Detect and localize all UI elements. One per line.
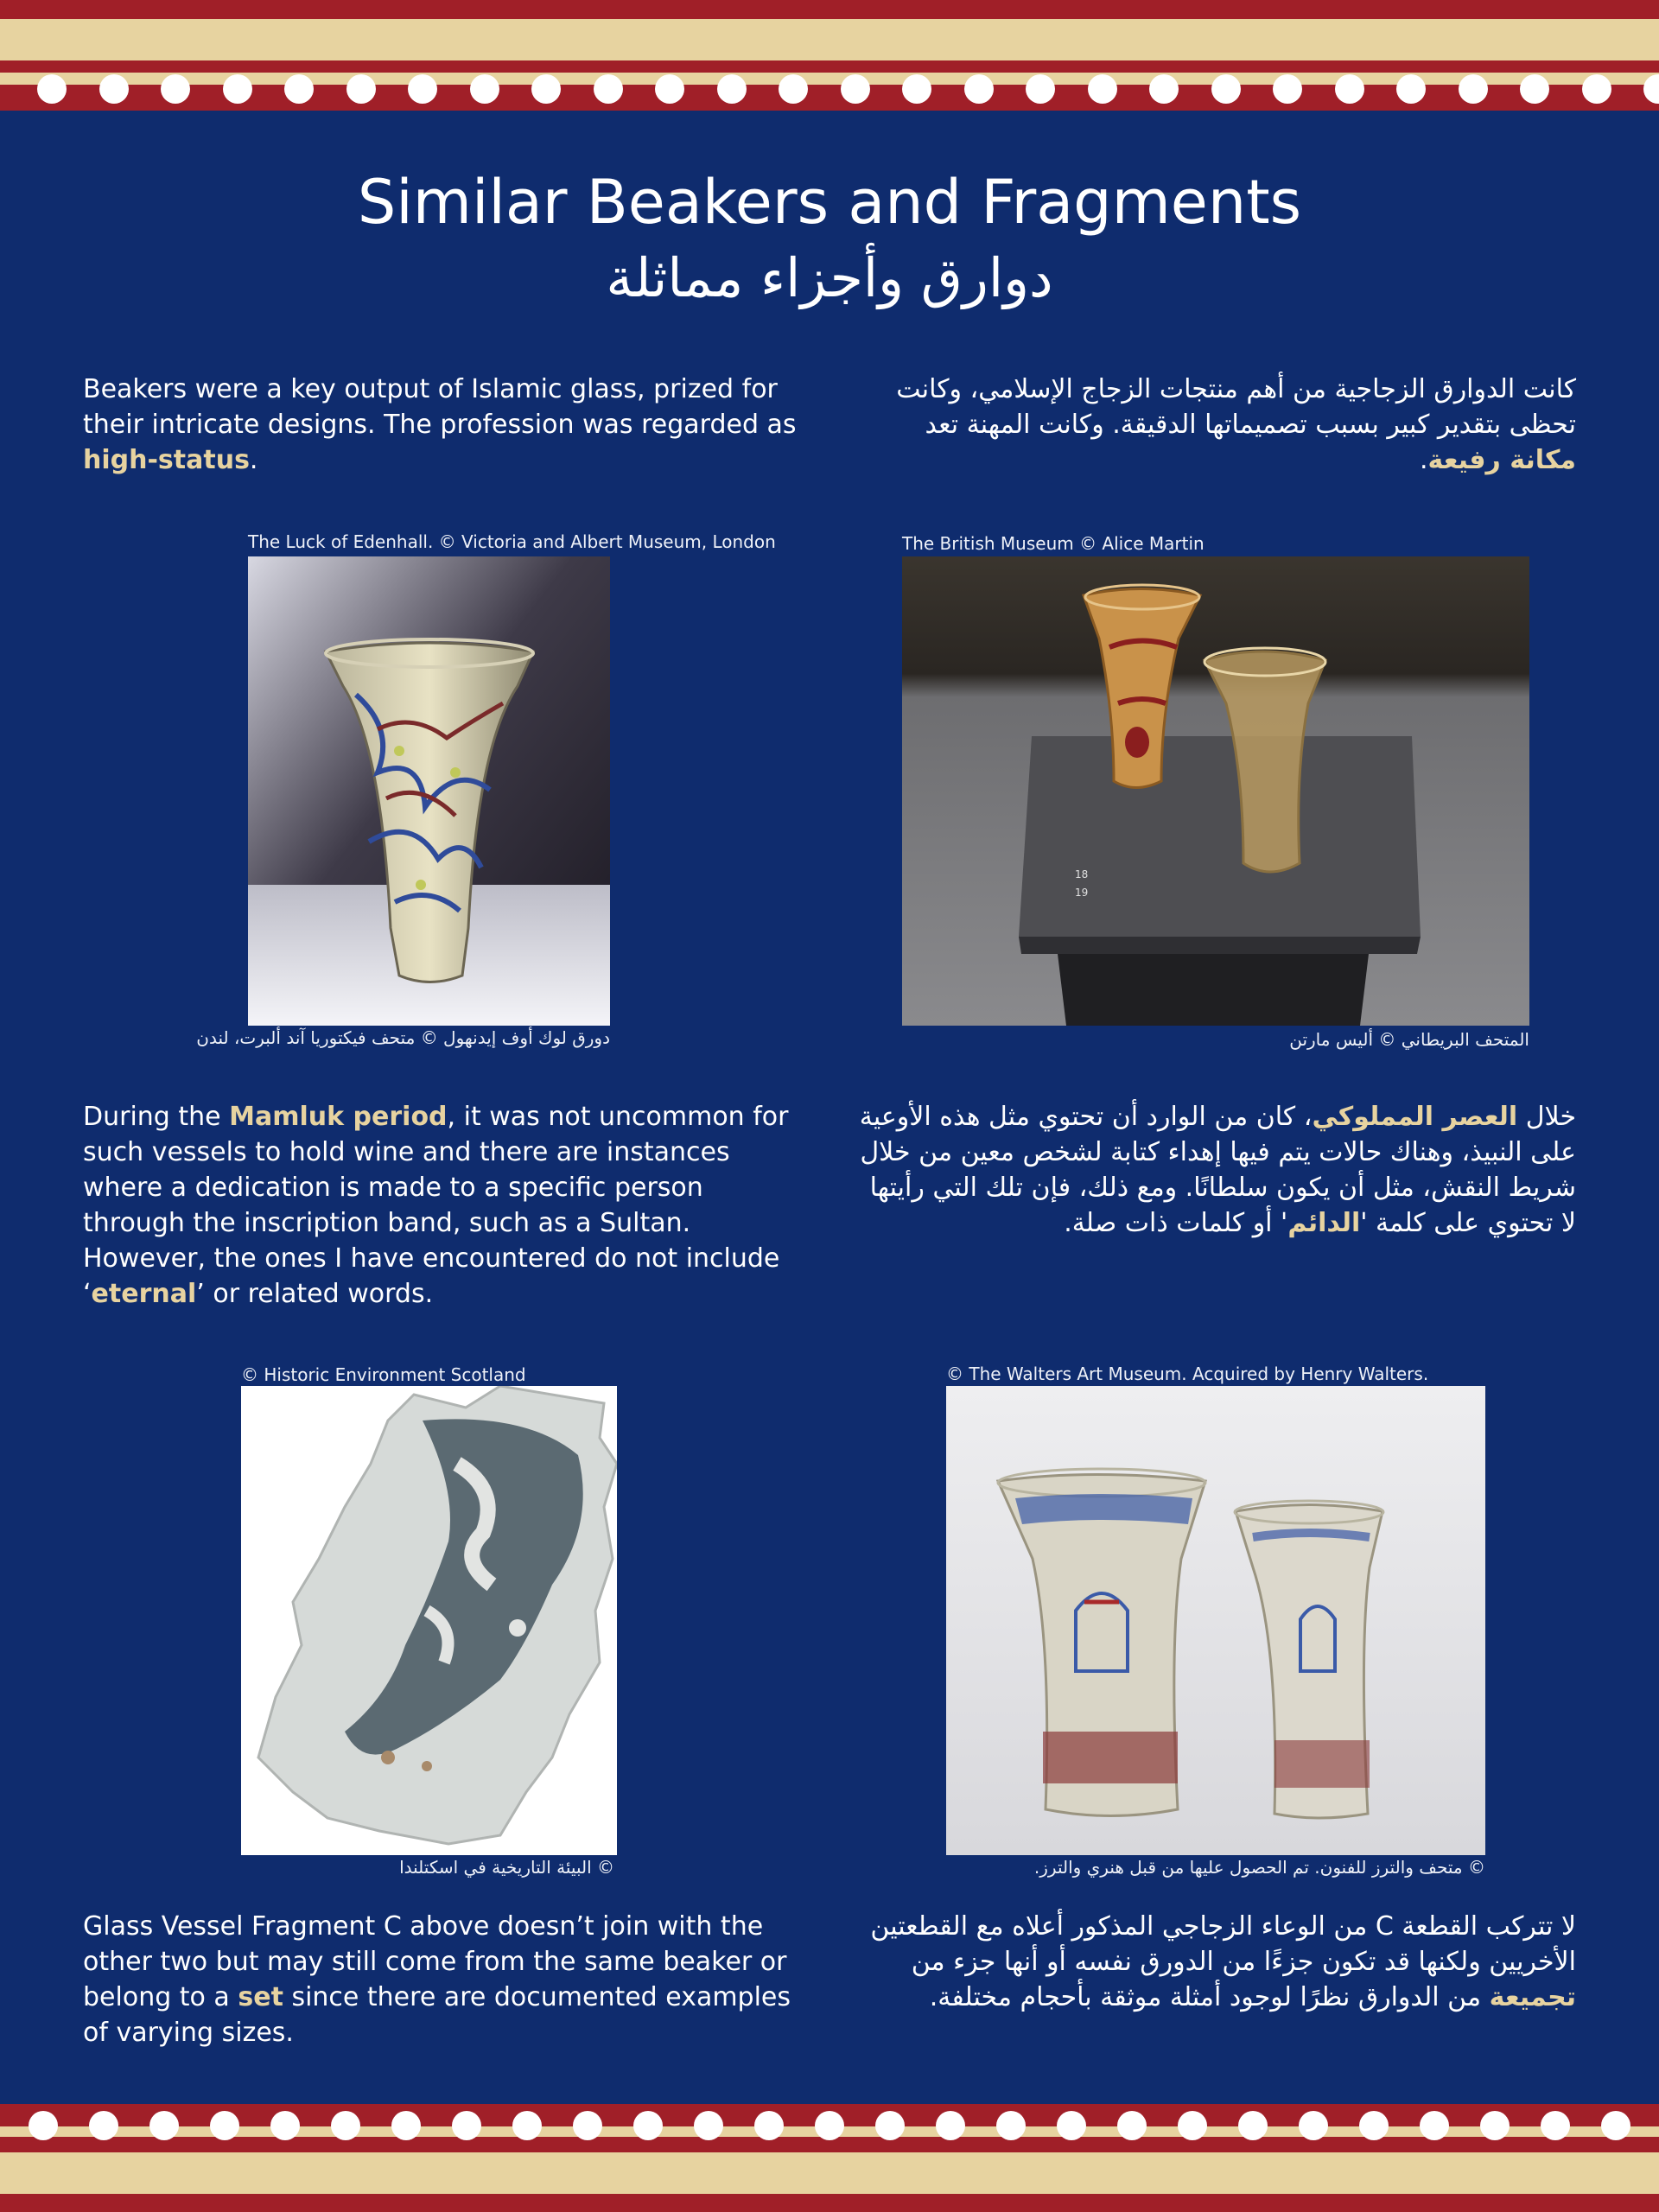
highlight-mamluk-period-ar: العصر المملوكي xyxy=(1312,1102,1518,1132)
border-dot xyxy=(346,74,376,104)
highlight-high-status: high-status xyxy=(83,445,250,475)
border-dot xyxy=(694,2111,723,2140)
highlight-set: set xyxy=(238,1982,283,2012)
svg-text:19: 19 xyxy=(1075,887,1089,899)
caption-british-museum-english: The British Museum © Alice Martin xyxy=(902,533,1205,554)
border-dot xyxy=(391,2111,421,2140)
border-dot xyxy=(964,74,994,104)
border-dot xyxy=(1211,74,1241,104)
border-dot xyxy=(1088,74,1117,104)
caption-edenhall-arabic: دورق لوك أوف إيدنهول © متحف فيكتوريا آند ألبرت، لندن xyxy=(196,1027,610,1048)
border-dot xyxy=(655,74,684,104)
border-dot xyxy=(408,74,437,104)
border-dot xyxy=(1359,2111,1389,2140)
page-title-arabic: دوارق وأجزاء مماثلة xyxy=(606,246,1053,309)
svg-text:18: 18 xyxy=(1075,868,1089,880)
highlight-eternal-ar: الدائم xyxy=(1287,1208,1361,1238)
border-dot xyxy=(1117,2111,1147,2140)
border-dot xyxy=(1643,74,1659,104)
highlight-mamluk-period: Mamluk period xyxy=(229,1102,448,1132)
border-dot xyxy=(1273,74,1302,104)
image-luck-of-edenhall xyxy=(248,556,610,1026)
border-dot xyxy=(1057,2111,1086,2140)
border-dot xyxy=(902,74,931,104)
border-dot xyxy=(37,74,67,104)
highlight-high-status-ar: مكانة رفيعة xyxy=(1427,445,1576,475)
border-dot xyxy=(331,2111,360,2140)
border-dot xyxy=(1541,2111,1570,2140)
border-dot xyxy=(779,74,808,104)
border-dot xyxy=(841,74,870,104)
caption-british-museum-arabic: المتحف البريطاني © أليس مارتن xyxy=(1289,1029,1529,1050)
caption-fragment-arabic: © البيئة التاريخية في اسكتلندا xyxy=(399,1857,614,1878)
image-glass-fragment xyxy=(241,1386,617,1855)
border-dot xyxy=(1335,74,1364,104)
border-dot xyxy=(1520,74,1549,104)
border-dot xyxy=(223,74,252,104)
border-dot xyxy=(89,2111,118,2140)
border-dot xyxy=(470,74,499,104)
border-dot xyxy=(1149,74,1179,104)
fragment-note-english: Glass Vessel Fragment C above doesn’t join with the other two but may still come from the same beaker or belong to a set since there are documented examples of varying sizes. xyxy=(83,1911,791,2048)
caption-walters-arabic: © متحف والترز للفنون. تم الحصول عليها من قبل هنري والترز. xyxy=(1033,1857,1485,1878)
border-dot xyxy=(1026,74,1055,104)
highlight-eternal: eternal xyxy=(91,1279,197,1309)
border-dot xyxy=(99,74,129,104)
highlight-set-ar: تجميعة xyxy=(1489,1982,1576,2012)
border-dot xyxy=(149,2111,179,2140)
page-title-english: Similar Beakers and Fragments xyxy=(357,167,1302,238)
bottom-decorative-border xyxy=(0,2104,1659,2212)
border-dot xyxy=(594,74,623,104)
image-british-museum-beakers xyxy=(902,556,1529,1026)
border-dot xyxy=(29,2111,58,2140)
intro-paragraph-english: Beakers were a key output of Islamic glass, prized for their intricate designs. The profession was regarded as high-status. xyxy=(83,374,797,475)
border-dot xyxy=(1480,2111,1510,2140)
top-decorative-border xyxy=(0,0,1659,111)
fragment-note-arabic: لا تتركب القطعة C من الوعاء الزجاجي المذكور أعلاه مع القطعتين الأخريين ولكنها قد تكون جزءًا من الدورق نفسه أو أنها جزء من تجميعة من الدوارق نظرًا لوجود أمثلة موثقة بأحجام مختلفة. xyxy=(870,1911,1576,2012)
border-dot xyxy=(936,2111,965,2140)
border-dot xyxy=(633,2111,663,2140)
border-dot xyxy=(1459,74,1488,104)
caption-edenhall-english: The Luck of Edenhall. © Victoria and Albert Museum, London xyxy=(248,531,776,552)
image-walters-beakers xyxy=(946,1386,1485,1855)
mamluk-paragraph-arabic: خلال العصر المملوكي، كان من الوارد أن تحتوي مثل هذه الأوعية على النبيذ، وهناك حالات يتم فيها إهداء كتابة لشخص معين من خلال شريط النقش، مثل أن يكون سلطانًا. ومع ذلك، فإن تلك التي رأيتها لا تحتوي على كلمة 'الدائم' أو كلمات ذات صلة. xyxy=(859,1102,1576,1238)
border-dot xyxy=(210,2111,239,2140)
border-dot xyxy=(875,2111,905,2140)
border-dot xyxy=(1178,2111,1207,2140)
border-dot xyxy=(531,74,561,104)
border-dot xyxy=(815,2111,844,2140)
border-dot xyxy=(452,2111,481,2140)
border-dot xyxy=(1582,74,1611,104)
border-dot xyxy=(996,2111,1026,2140)
border-dot xyxy=(1299,2111,1328,2140)
border-dot xyxy=(512,2111,542,2140)
intro-paragraph-arabic: كانت الدوارق الزجاجية من أهم منتجات الزجاج الإسلامي، وكانت تحظى بتقدير كبير بسبب تصميماتها الدقيقة. وكانت المهنة تعد مكانة رفيعة. xyxy=(896,374,1576,475)
border-dot xyxy=(1420,2111,1449,2140)
border-dot xyxy=(270,2111,300,2140)
caption-fragment-english: © Historic Environment Scotland xyxy=(241,1364,526,1385)
border-dot xyxy=(573,2111,602,2140)
border-dot xyxy=(1601,2111,1630,2140)
border-dot xyxy=(161,74,190,104)
border-dot xyxy=(284,74,314,104)
mamluk-paragraph-english: During the Mamluk period, it was not uncommon for such vessels to hold wine and there are instances where a dedication is made to a specific person through the inscription band, such as a Sultan. However, the ones I have encountered do not include ‘eternal’ or related words. xyxy=(83,1102,789,1309)
border-dot xyxy=(1396,74,1426,104)
border-dot xyxy=(717,74,747,104)
border-dot xyxy=(1238,2111,1268,2140)
caption-walters-english: © The Walters Art Museum. Acquired by Henry Walters. xyxy=(946,1363,1429,1384)
border-dot xyxy=(754,2111,784,2140)
